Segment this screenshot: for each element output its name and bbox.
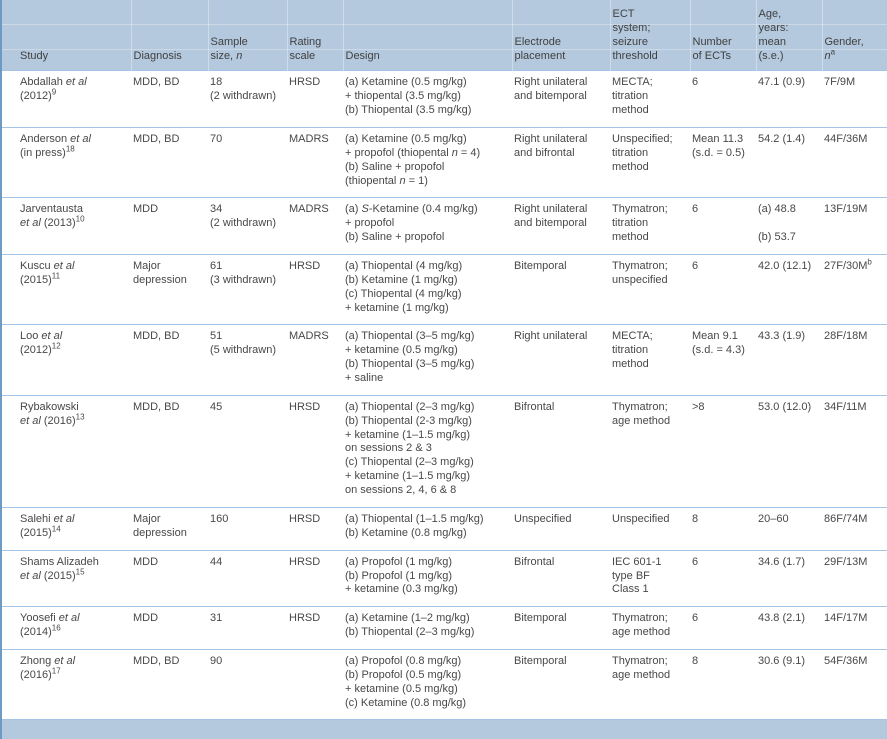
table-row: [2, 550, 887, 607]
table-row: [2, 325, 887, 395]
cell-electrode-placement: Right unilateral: [512, 325, 610, 395]
cell-age: 47.1 (0.9): [756, 71, 822, 128]
cell-sample-size: 160: [208, 507, 287, 550]
cell-sample-size: 44: [208, 550, 287, 607]
cell-study: Kuscu et al $(2015)^{11}$: [2, 255, 131, 325]
cell-design: (a) Ketamine (0.5 mg/kg) + propofol (thiopental n = 4) (b) Saline + propofol (thiopental n = 1): [343, 128, 512, 198]
cell-ect-system: IEC 601-1 type BF Class 1: [610, 550, 690, 607]
table-row: [2, 255, 887, 325]
cell-study: Abdallah et al $(2012)^9$: [2, 71, 131, 128]
cell-electrode-placement: Bitemporal: [512, 649, 610, 719]
cell-age: (a) 48.8 (b) 53.7: [756, 198, 822, 255]
cell-design: (a) Ketamine (0.5 mg/kg) + thiopental (3.5 mg/kg) (b) Thiopental (3.5 mg/kg): [343, 71, 512, 128]
cell-design: (a) Propofol (1 mg/kg) (b) Propofol (1 mg/kg) + ketamine (0.3 mg/kg): [343, 550, 512, 607]
cell-rating-scale: MADRS: [287, 325, 343, 395]
cell-number-of-ects: >8: [690, 395, 756, 507]
cell-electrode-placement: Bitemporal: [512, 255, 610, 325]
cell-rating-scale: HRSD: [287, 71, 343, 128]
cell-rating-scale: MADRS: [287, 128, 343, 198]
cell-study: Anderson et al (in press)$^{18}$: [2, 128, 131, 198]
cell-study: Rybakowski et al $(2016)^{13}$: [2, 395, 131, 507]
cell-rating-scale: HRSD: [287, 395, 343, 507]
cell-rating-scale: MADRS: [287, 198, 343, 255]
cell-gender: 29F/13M: [822, 550, 887, 607]
cell-study: Loo et al $(2012)^{12}$: [2, 325, 131, 395]
cell-number-of-ects: 6: [690, 71, 756, 128]
cell-gender: 13F/19M: [822, 198, 887, 255]
cell-study: Jarventausta et al $(2013)^{10}$: [2, 198, 131, 255]
col-header-rating-scale: Rating scale: [287, 0, 343, 71]
cell-electrode-placement: Unspecified: [512, 507, 610, 550]
col-header-diagnosis: Diagnosis: [131, 0, 208, 71]
cell-study: Yoosefi et al $(2014)^{16}$: [2, 607, 131, 650]
col-header-number-of-ects: Number of ECTs: [690, 0, 756, 71]
cell-number-of-ects: Mean 9.1 (s.d. = 4.3): [690, 325, 756, 395]
studies-table: [2, 0, 887, 720]
cell-number-of-ects: 8: [690, 507, 756, 550]
col-header-sample-size: Sample size, n: [208, 0, 287, 71]
col-header-age: Age, years: mean (s.e.): [756, 0, 822, 71]
cell-diagnosis: MDD, BD: [131, 649, 208, 719]
cell-age: 42.0 (12.1): [756, 255, 822, 325]
cell-gender: 44F/36M: [822, 128, 887, 198]
table-row: [2, 507, 887, 550]
cell-study: Salehi et al $(2015)^{14}$: [2, 507, 131, 550]
table-body: [2, 71, 887, 720]
col-header-design: Design: [343, 0, 512, 71]
cell-gender: 7F/9M: [822, 71, 887, 128]
cell-ect-system: MECTA; titration method: [610, 71, 690, 128]
cell-rating-scale: HRSD: [287, 255, 343, 325]
cell-gender: 14F/17M: [822, 607, 887, 650]
cell-design: (a) Thiopental (4 mg/kg) (b) Ketamine (1 mg/kg) (c) Thiopental (4 mg/kg) + ketamine (1 mg/kg): [343, 255, 512, 325]
cell-design: (a) Thiopental (1–1.5 mg/kg) (b) Ketamine (0.8 mg/kg): [343, 507, 512, 550]
table-row: [2, 649, 887, 719]
cell-gender: 54F/36M: [822, 649, 887, 719]
cell-number-of-ects: 6: [690, 198, 756, 255]
cell-age: 20–60: [756, 507, 822, 550]
cell-number-of-ects: Mean 11.3 (s.d. = 0.5): [690, 128, 756, 198]
cell-diagnosis: Major depression: [131, 255, 208, 325]
cell-electrode-placement: Bifrontal: [512, 550, 610, 607]
cell-sample-size: 61 (3 withdrawn): [208, 255, 287, 325]
cell-gender: 86F/74M: [822, 507, 887, 550]
table-row: [2, 395, 887, 507]
header-row: [2, 0, 887, 71]
cell-ect-system: Thymatron; age method: [610, 395, 690, 507]
cell-rating-scale: HRSD: [287, 550, 343, 607]
cell-sample-size: 18 (2 withdrawn): [208, 71, 287, 128]
cell-electrode-placement: Bitemporal: [512, 607, 610, 650]
cell-design: (a) Thiopental (2–3 mg/kg) (b) Thiopental (2-3 mg/kg) + ketamine (1–1.5 mg/kg) on sessions 2 & 3 (c) Thiopental (2–3 mg/kg) + ketamine (1–1.5 mg/kg) on sessions 2, 4, 6 & 8: [343, 395, 512, 507]
cell-diagnosis: MDD: [131, 550, 208, 607]
cell-gender: $27F/30M^b$: [822, 255, 887, 325]
cell-design: (a) Ketamine (1–2 mg/kg) (b) Thiopental (2–3 mg/kg): [343, 607, 512, 650]
cell-number-of-ects: 8: [690, 649, 756, 719]
col-header-study: Study: [2, 0, 131, 71]
cell-electrode-placement: Bifrontal: [512, 395, 610, 507]
table-row: [2, 198, 887, 255]
cell-age: 43.8 (2.1): [756, 607, 822, 650]
cell-ect-system: MECTA; titration method: [610, 325, 690, 395]
cell-ect-system: Thymatron; age method: [610, 607, 690, 650]
cell-ect-system: Thymatron; age method: [610, 649, 690, 719]
cell-sample-size: 45: [208, 395, 287, 507]
cell-age: 43.3 (1.9): [756, 325, 822, 395]
cell-age: 53.0 (12.0): [756, 395, 822, 507]
cell-diagnosis: MDD, BD: [131, 325, 208, 395]
cell-diagnosis: MDD, BD: [131, 395, 208, 507]
cell-rating-scale: [287, 649, 343, 719]
col-header-ect-system: ECT system; seizure threshold: [610, 0, 690, 71]
cell-number-of-ects: 6: [690, 255, 756, 325]
cell-sample-size: 70: [208, 128, 287, 198]
cell-age: 30.6 (9.1): [756, 649, 822, 719]
cell-number-of-ects: 6: [690, 607, 756, 650]
cell-sample-size: 51 (5 withdrawn): [208, 325, 287, 395]
cell-ect-system: Unspecified: [610, 507, 690, 550]
cell-age: 54.2 (1.4): [756, 128, 822, 198]
col-header-gender: Gender, $n^a$: [822, 0, 887, 71]
cell-sample-size: 31: [208, 607, 287, 650]
cell-study: Shams Alizadeh et al $(2015)^{15}$: [2, 550, 131, 607]
cell-diagnosis: MDD: [131, 198, 208, 255]
cell-ect-system: Thymatron; titration method: [610, 198, 690, 255]
cell-design: (a) S-Ketamine (0.4 mg/kg) + propofol (b) Saline + propofol: [343, 198, 512, 255]
cell-design: (a) Propofol (0.8 mg/kg) (b) Propofol (0.5 mg/kg) + ketamine (0.5 mg/kg) (c) Ketamine (0.8 mg/kg): [343, 649, 512, 719]
table-row: [2, 607, 887, 650]
cell-gender: 34F/11M: [822, 395, 887, 507]
cell-design: (a) Thiopental (3–5 mg/kg) + ketamine (0.5 mg/kg) (b) Thiopental (3–5 mg/kg) + saline: [343, 325, 512, 395]
cell-age: 34.6 (1.7): [756, 550, 822, 607]
cell-sample-size: 90: [208, 649, 287, 719]
cell-electrode-placement: Right unilateral and bifrontal: [512, 128, 610, 198]
table-row: [2, 128, 887, 198]
cell-ect-system: Unspecified; titration method: [610, 128, 690, 198]
cell-electrode-placement: Right unilateral and bitemporal: [512, 71, 610, 128]
cell-diagnosis: MDD, BD: [131, 128, 208, 198]
cell-rating-scale: HRSD: [287, 607, 343, 650]
cell-gender: 28F/18M: [822, 325, 887, 395]
cell-diagnosis: Major depression: [131, 507, 208, 550]
cell-study: Zhong et al $(2016)^{17}$: [2, 649, 131, 719]
table-row: [2, 71, 887, 128]
cell-electrode-placement: Right unilateral and bitemporal: [512, 198, 610, 255]
col-header-electrode-placement: Electrode placement: [512, 0, 610, 71]
cell-diagnosis: MDD, BD: [131, 71, 208, 128]
cell-diagnosis: MDD: [131, 607, 208, 650]
table-header: [2, 0, 887, 71]
cell-rating-scale: HRSD: [287, 507, 343, 550]
cell-sample-size: 34 (2 withdrawn): [208, 198, 287, 255]
cell-ect-system: Thymatron; unspecified: [610, 255, 690, 325]
cell-number-of-ects: 6: [690, 550, 756, 607]
